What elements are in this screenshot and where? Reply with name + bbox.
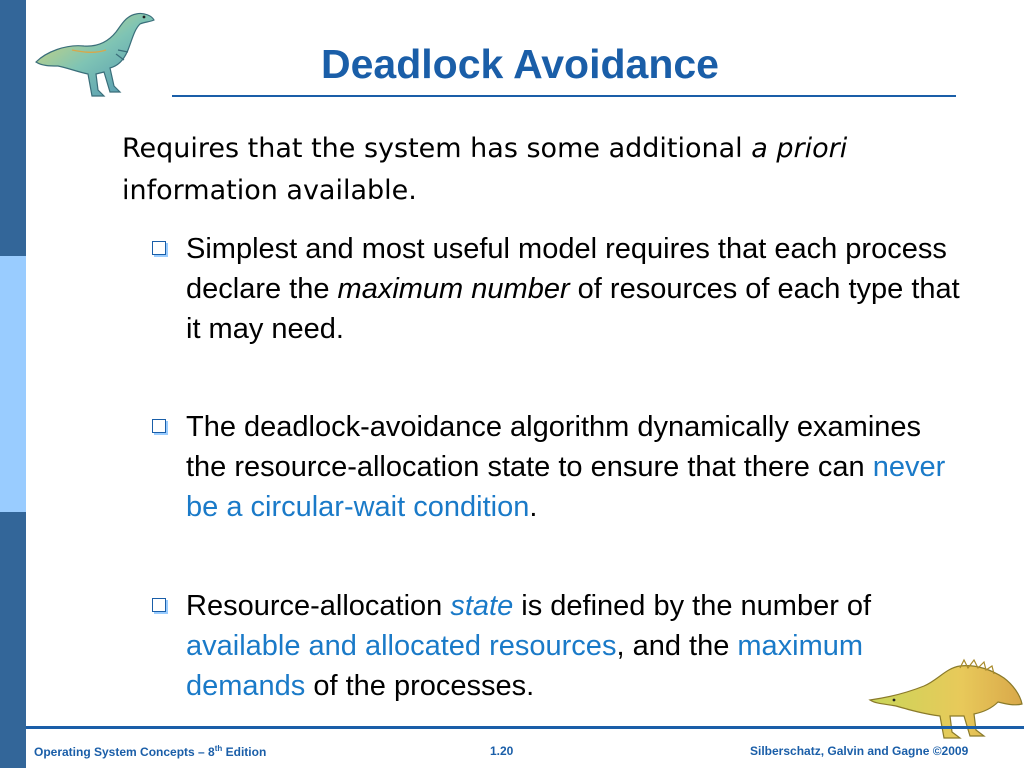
bullet-1-text-start: Simplest and most useful model requires that each process declare the bbox=[186, 233, 947, 305]
footer-book-suffix: Edition bbox=[222, 745, 267, 759]
dinosaur-top-icon bbox=[32, 6, 162, 102]
bullet-3-highlight-resources: available and allocated resources bbox=[186, 630, 617, 662]
footer-book-superscript: th bbox=[214, 744, 223, 753]
bullet-text bbox=[186, 586, 962, 706]
lead-text-end: information available. bbox=[122, 175, 417, 206]
sidebar-stripe bbox=[0, 0, 26, 768]
bullet-item-1 bbox=[152, 229, 962, 349]
bullet-box-icon bbox=[152, 598, 166, 612]
lead-paragraph bbox=[122, 128, 962, 212]
footer-book-title bbox=[34, 744, 266, 759]
footer-divider bbox=[26, 726, 1024, 729]
footer-authors: Silberschatz, Galvin and Gagne ©2009 bbox=[750, 744, 969, 758]
bullet-box-icon bbox=[152, 419, 166, 433]
bullet-item-2 bbox=[152, 407, 962, 527]
bullet-3-text-b: is defined by the number of bbox=[513, 590, 872, 622]
bullet-3-text-c: , and the bbox=[616, 630, 738, 662]
bullet-1-text-end: of resources of each type that it may need. bbox=[186, 273, 960, 345]
page-title: Deadlock Avoidance bbox=[321, 41, 719, 87]
lead-emphasis: a priori bbox=[751, 133, 848, 164]
bullet-2-text-end: . bbox=[529, 491, 538, 523]
bullet-item-3 bbox=[152, 586, 962, 706]
bullet-box-icon bbox=[152, 241, 166, 255]
sidebar-segment-middle bbox=[0, 256, 26, 512]
bullet-2-text-start: The deadlock-avoidance algorithm dynamically examines the resource-allocation state to ensure that there can bbox=[186, 411, 922, 483]
sidebar-segment-top bbox=[0, 0, 26, 256]
bullet-3-highlight-demands: maximum demands bbox=[186, 630, 864, 702]
bullet-3-text-a: Resource-allocation bbox=[186, 590, 451, 622]
title-divider bbox=[172, 95, 956, 97]
bullet-1-emphasis: maximum number bbox=[337, 273, 570, 305]
bullet-text bbox=[186, 407, 962, 527]
footer-book-prefix: Operating System Concepts – 8 bbox=[34, 745, 215, 759]
bullet-2-highlight: never be a circular-wait condition bbox=[186, 451, 946, 523]
bullet-3-text-d: of the processes. bbox=[305, 670, 535, 702]
sidebar-segment-bottom bbox=[0, 512, 26, 768]
page-number: 1.20 bbox=[490, 744, 514, 758]
bullet-text bbox=[186, 229, 962, 349]
bullet-3-highlight-state: state bbox=[450, 590, 514, 622]
lead-text-start: Requires that the system has some additional bbox=[122, 133, 752, 164]
